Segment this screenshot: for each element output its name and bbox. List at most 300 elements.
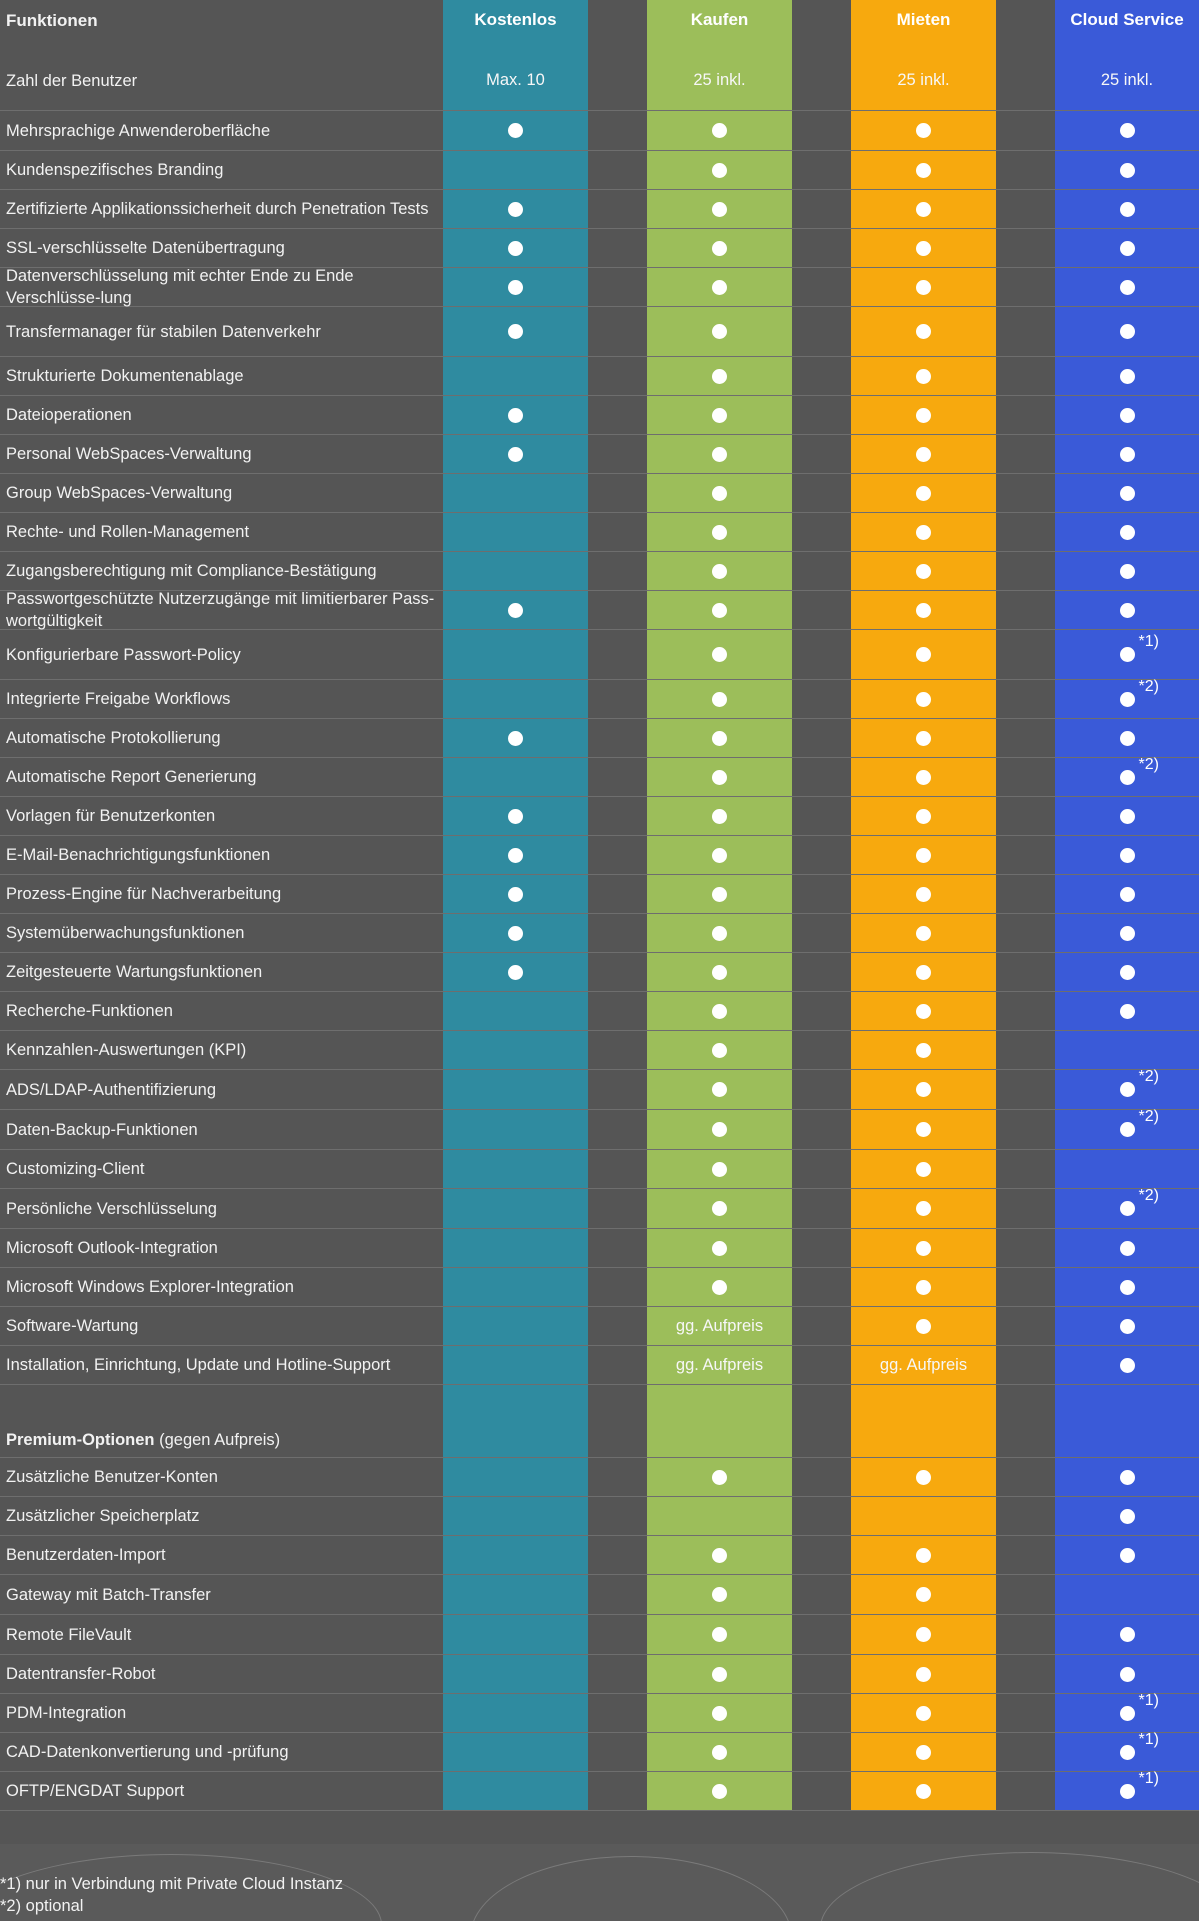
table-cell — [851, 1655, 996, 1693]
included-dot-icon — [916, 1627, 931, 1642]
feature-label: CAD-Datenkonvertierung und -prüfung — [6, 1743, 289, 1761]
footnote-1: *1) nur in Verbindung mit Private Cloud Instanz — [0, 1875, 344, 1893]
included-dot-icon — [1120, 1470, 1135, 1485]
table-cell — [443, 1694, 588, 1732]
included-dot-icon — [916, 770, 931, 785]
included-dot-icon — [916, 123, 931, 138]
table-cell — [443, 797, 588, 835]
table-cell — [647, 190, 792, 228]
included-dot-icon — [712, 447, 727, 462]
included-dot-icon — [1120, 1691, 1159, 1721]
footnote-marker: *1) — [1138, 1769, 1159, 1787]
footnote-marker: *1) — [1138, 1730, 1159, 1748]
included-dot-icon — [712, 848, 727, 863]
table-cell — [443, 591, 588, 629]
included-dot-icon — [916, 241, 931, 256]
included-dot-icon — [508, 731, 523, 746]
table-cell — [1055, 435, 1199, 473]
included-dot-icon — [1120, 1319, 1135, 1334]
table-cell — [851, 1229, 996, 1267]
included-dot-icon — [712, 1784, 727, 1799]
table-cell — [647, 719, 792, 757]
included-dot-icon — [1120, 1068, 1159, 1097]
table-cell — [851, 1615, 996, 1654]
table-cell — [647, 513, 792, 551]
included-dot-icon — [916, 1162, 931, 1177]
included-dot-icon — [508, 926, 523, 941]
table-row — [0, 1150, 1199, 1189]
included-dot-icon — [916, 926, 931, 941]
included-dot-icon — [916, 486, 931, 501]
included-dot-icon — [916, 1667, 931, 1682]
included-dot-icon — [712, 1280, 727, 1295]
table-row — [0, 51, 1199, 111]
table-cell — [851, 190, 996, 228]
feature-label: Software-Wartung — [6, 1317, 139, 1335]
feature-label: Mehrsprachige Anwenderoberfläche — [6, 121, 271, 140]
table-cell — [1055, 229, 1199, 267]
table-cell — [647, 1385, 792, 1457]
included-dot-icon — [508, 123, 523, 138]
table-cell — [1055, 1385, 1199, 1457]
feature-label: Zeitgesteuerte Wartungsfunktionen — [6, 963, 263, 981]
included-dot-icon — [916, 731, 931, 746]
table-cell — [1055, 836, 1199, 874]
table-cell — [443, 1733, 588, 1771]
included-dot-icon — [1120, 755, 1159, 785]
table-row — [0, 914, 1199, 953]
feature-label: Zahl der Benutzer — [6, 71, 138, 90]
included-dot-icon — [1120, 1730, 1159, 1760]
table-cell — [851, 1150, 996, 1188]
table-cell — [647, 151, 792, 189]
included-dot-icon — [916, 1587, 931, 1602]
table-row — [0, 797, 1199, 836]
table-cell — [443, 1575, 588, 1614]
feature-label: Systemüberwachungsfunktionen — [6, 924, 245, 942]
table-cell — [647, 1307, 792, 1345]
included-dot-icon — [508, 408, 523, 423]
feature-label: Strukturierte Dokumentenablage — [6, 367, 244, 385]
table-cell — [851, 591, 996, 629]
feature-label: Automatische Report Generierung — [6, 768, 257, 786]
table-cell — [851, 1268, 996, 1306]
page-footer — [0, 1844, 1199, 1921]
included-dot-icon — [916, 809, 931, 824]
table-cell — [851, 680, 996, 718]
table-row — [0, 630, 1199, 680]
table-cell — [647, 1615, 792, 1654]
feature-label: Kennzahlen-Auswertungen (KPI) — [6, 1041, 247, 1059]
table-cell — [647, 591, 792, 629]
table-cell — [443, 51, 588, 110]
globe-decoration — [470, 1856, 792, 1921]
table-cell — [1055, 1307, 1199, 1345]
included-dot-icon — [916, 1470, 931, 1485]
table-row — [0, 474, 1199, 513]
table-cell — [443, 1385, 588, 1457]
table-cell — [1055, 396, 1199, 434]
premium-options-header — [0, 1385, 1199, 1458]
table-row — [0, 992, 1199, 1031]
table-cell — [851, 307, 996, 356]
table-cell — [851, 396, 996, 434]
table-row — [0, 1268, 1199, 1307]
included-dot-icon — [916, 1745, 931, 1760]
included-dot-icon — [712, 486, 727, 501]
table-cell — [647, 435, 792, 473]
table-cell — [851, 268, 996, 306]
table-cell — [647, 836, 792, 874]
feature-label: Integrierte Freigabe Workflows — [6, 690, 231, 708]
included-dot-icon — [1120, 1241, 1135, 1256]
table-cell — [443, 552, 588, 590]
included-dot-icon — [1120, 1769, 1159, 1799]
table-row — [0, 111, 1199, 151]
feature-label: PDM-Integration — [6, 1704, 127, 1722]
table-cell — [1055, 953, 1199, 991]
included-dot-icon — [712, 1745, 727, 1760]
table-cell — [1055, 1615, 1199, 1654]
table-row — [0, 435, 1199, 474]
table-row — [0, 229, 1199, 268]
feature-label: Microsoft Outlook-Integration — [6, 1239, 218, 1257]
table-cell — [647, 914, 792, 952]
table-row — [0, 1189, 1199, 1229]
table-cell — [443, 1772, 588, 1810]
table-cell — [443, 396, 588, 434]
included-dot-icon — [1120, 603, 1135, 618]
included-dot-icon — [916, 1784, 931, 1799]
table-cell — [851, 1307, 996, 1345]
table-cell — [443, 513, 588, 551]
table-cell — [1055, 1497, 1199, 1535]
premium-options-title — [6, 1385, 436, 1457]
included-dot-icon — [712, 163, 727, 178]
table-row — [0, 1730, 1199, 1772]
table-cell — [851, 552, 996, 590]
feature-label: Recherche-Funktionen — [6, 1002, 173, 1020]
table-cell — [851, 1694, 996, 1732]
feature-label: Gateway mit Batch-Transfer — [6, 1585, 211, 1604]
table-cell — [647, 1110, 792, 1149]
included-dot-icon — [712, 1706, 727, 1721]
table-cell — [443, 758, 588, 796]
included-dot-icon — [916, 1280, 931, 1295]
included-dot-icon — [1120, 1509, 1135, 1524]
table-cell — [851, 435, 996, 473]
included-dot-icon — [712, 1004, 727, 1019]
feature-label: Microsoft Windows Explorer-Integration — [6, 1278, 294, 1296]
table-cell — [443, 474, 588, 512]
included-dot-icon — [712, 1241, 727, 1256]
table-cell — [1055, 1575, 1199, 1614]
included-dot-icon — [916, 887, 931, 902]
table-cell — [851, 1536, 996, 1574]
table-cell — [647, 307, 792, 356]
feature-label: Datentransfer-Robot — [6, 1665, 156, 1683]
included-dot-icon — [712, 770, 727, 785]
table-row — [0, 268, 1199, 307]
feature-label: Transfermanager für stabilen Datenverkehr — [6, 322, 321, 341]
table-cell — [443, 1189, 588, 1228]
included-dot-icon — [712, 1082, 727, 1097]
table-cell — [1055, 797, 1199, 835]
table-cell — [1055, 1730, 1199, 1771]
included-dot-icon — [712, 123, 727, 138]
included-dot-icon — [508, 241, 523, 256]
table-cell — [1055, 51, 1199, 110]
included-dot-icon — [712, 324, 727, 339]
table-cell — [443, 1110, 588, 1149]
included-dot-icon — [1120, 447, 1135, 462]
included-dot-icon — [1120, 486, 1135, 501]
table-cell — [443, 1229, 588, 1267]
included-dot-icon — [1120, 926, 1135, 941]
cell-value: 25 inkl. — [897, 71, 950, 89]
included-dot-icon — [1120, 525, 1135, 540]
table-cell — [851, 1346, 996, 1384]
table-cell — [851, 1110, 996, 1149]
included-dot-icon — [1120, 1004, 1135, 1019]
table-cell — [647, 357, 792, 395]
table-cell — [443, 836, 588, 874]
footnote-marker: *2) — [1138, 1187, 1159, 1204]
table-cell — [443, 875, 588, 913]
table-cell — [647, 1346, 792, 1384]
table-row — [0, 1070, 1199, 1110]
table-cell — [443, 1268, 588, 1306]
included-dot-icon — [916, 848, 931, 863]
table-cell — [1055, 111, 1199, 150]
table-cell — [647, 680, 792, 718]
included-dot-icon — [916, 1241, 931, 1256]
included-dot-icon — [916, 202, 931, 217]
table-cell — [1055, 190, 1199, 228]
feature-label: Zugangsberechtigung mit Compliance-Bestätigung — [6, 562, 377, 580]
included-dot-icon — [1120, 887, 1135, 902]
table-cell — [443, 111, 588, 150]
feature-label: SSL-verschlüsselte Datenübertragung — [6, 239, 285, 257]
cell-value: 25 inkl. — [1100, 71, 1154, 89]
table-cell — [1055, 1031, 1199, 1069]
table-cell — [647, 953, 792, 991]
table-cell — [443, 268, 588, 306]
included-dot-icon — [916, 525, 931, 540]
table-cell — [1055, 755, 1199, 796]
table-row — [0, 591, 1199, 630]
table-row — [0, 307, 1199, 357]
table-cell — [851, 1772, 996, 1810]
table-row — [0, 836, 1199, 875]
table-cell — [647, 1458, 792, 1496]
included-dot-icon — [1120, 1108, 1159, 1137]
included-dot-icon — [508, 887, 523, 902]
table-cell — [647, 1031, 792, 1069]
table-cell — [851, 357, 996, 395]
cell-value: Max. 10 — [486, 71, 545, 89]
table-cell — [647, 1229, 792, 1267]
table-cell — [443, 307, 588, 356]
feature-label: OFTP/ENGDAT Support — [6, 1782, 185, 1800]
table-cell — [851, 719, 996, 757]
included-dot-icon — [712, 692, 727, 707]
table-cell — [647, 1536, 792, 1574]
included-dot-icon — [916, 564, 931, 579]
included-dot-icon — [1120, 408, 1135, 423]
table-cell — [851, 1385, 996, 1457]
table-cell — [1055, 513, 1199, 551]
included-dot-icon — [916, 280, 931, 295]
table-cell — [647, 797, 792, 835]
included-dot-icon — [508, 965, 523, 980]
table-cell — [851, 797, 996, 835]
table-cell — [443, 1031, 588, 1069]
table-cell — [1055, 1655, 1199, 1693]
table-cell — [443, 1615, 588, 1654]
table-header-row — [0, 0, 1199, 51]
table-cell — [443, 1070, 588, 1109]
table-cell — [851, 914, 996, 952]
table-cell — [851, 836, 996, 874]
feature-label: Dateioperationen — [6, 406, 132, 424]
table-cell — [647, 268, 792, 306]
included-dot-icon — [916, 324, 931, 339]
column-header-2: Kaufen — [647, 0, 792, 51]
feature-label: Zusätzlicher Speicherplatz — [6, 1507, 200, 1525]
feature-label: ADS/LDAP-Authentifizierung — [6, 1080, 217, 1099]
table-cell — [443, 953, 588, 991]
included-dot-icon — [1120, 1280, 1135, 1295]
table-cell — [1055, 914, 1199, 952]
table-row — [0, 1497, 1199, 1536]
table-cell — [1055, 1536, 1199, 1574]
feature-label: Customizing-Client — [6, 1160, 145, 1178]
table-cell — [1055, 719, 1199, 757]
table-cell — [1055, 1150, 1199, 1188]
included-dot-icon — [712, 241, 727, 256]
included-dot-icon — [916, 603, 931, 618]
table-cell — [647, 630, 792, 679]
included-dot-icon — [916, 1706, 931, 1721]
column-header-4: Cloud Service — [1055, 0, 1199, 51]
table-cell — [647, 552, 792, 590]
table-cell — [443, 1497, 588, 1535]
included-dot-icon — [916, 1201, 931, 1216]
feature-label: Prozess-Engine für Nachverarbeitung — [6, 885, 282, 903]
table-cell — [443, 1458, 588, 1496]
included-dot-icon — [712, 1162, 727, 1177]
feature-label: Kundenspezifisches Branding — [6, 161, 224, 179]
included-dot-icon — [1120, 241, 1135, 256]
footnote-marker: *2) — [1138, 755, 1159, 773]
included-dot-icon — [712, 1548, 727, 1563]
feature-label: Personal WebSpaces-Verwaltung — [6, 445, 252, 463]
table-cell — [851, 1458, 996, 1496]
table-row — [0, 357, 1199, 396]
features-column-header: Funktionen — [6, 11, 98, 30]
table-row — [0, 1615, 1199, 1655]
included-dot-icon — [712, 1043, 727, 1058]
included-dot-icon — [712, 603, 727, 618]
included-dot-icon — [1120, 202, 1135, 217]
table-cell — [647, 1497, 792, 1535]
footnote-marker: *1) — [1138, 1691, 1159, 1709]
footnote-2: *2) optional — [0, 1897, 84, 1915]
table-cell — [443, 1346, 588, 1384]
included-dot-icon — [712, 1667, 727, 1682]
table-cell — [647, 1575, 792, 1614]
feature-label: Vorlagen für Benutzerkonten — [6, 807, 216, 825]
column-header-1: Kostenlos — [443, 0, 588, 51]
table-cell — [647, 1189, 792, 1228]
included-dot-icon — [508, 809, 523, 824]
feature-label: Daten-Backup-Funktionen — [6, 1120, 198, 1139]
included-dot-icon — [916, 1122, 931, 1137]
table-cell — [1055, 591, 1199, 629]
table-row — [0, 875, 1199, 914]
table-cell — [851, 1575, 996, 1614]
table-row — [0, 552, 1199, 591]
feature-label: Persönliche Verschlüsselung — [6, 1199, 217, 1218]
table-cell — [1055, 474, 1199, 512]
feature-label: Group WebSpaces-Verwaltung — [6, 484, 233, 502]
table-cell — [851, 1497, 996, 1535]
included-dot-icon — [712, 1470, 727, 1485]
table-cell — [443, 190, 588, 228]
table-row — [0, 953, 1199, 992]
included-dot-icon — [712, 525, 727, 540]
included-dot-icon — [712, 1627, 727, 1642]
footnote-marker: *1) — [1138, 633, 1159, 650]
included-dot-icon — [916, 163, 931, 178]
table-cell — [647, 229, 792, 267]
globe-decoration — [820, 1852, 1199, 1921]
table-row — [0, 1575, 1199, 1615]
feature-label: E-Mail-Benachrichtigungsfunktionen — [6, 846, 271, 864]
included-dot-icon — [916, 1043, 931, 1058]
included-dot-icon — [1120, 677, 1159, 707]
feature-label: Automatische Protokollierung — [6, 729, 221, 747]
included-dot-icon — [1120, 1627, 1135, 1642]
included-dot-icon — [1120, 848, 1135, 863]
feature-label: Datenverschlüsselung mit echter Ende zu Ende Verschlüsse-lung — [6, 267, 354, 307]
table-cell — [851, 111, 996, 150]
table-cell — [443, 1307, 588, 1345]
table-row — [0, 151, 1199, 190]
feature-label: Rechte- und Rollen-Management — [6, 523, 250, 541]
table-cell — [1055, 151, 1199, 189]
table-cell — [851, 1189, 996, 1228]
table-row — [0, 755, 1199, 797]
table-cell — [443, 435, 588, 473]
table-cell — [647, 1655, 792, 1693]
table-cell — [443, 1536, 588, 1574]
table-cell — [443, 151, 588, 189]
table-row — [0, 1458, 1199, 1497]
included-dot-icon — [1120, 1187, 1159, 1216]
included-dot-icon — [916, 1004, 931, 1019]
table-cell — [647, 51, 792, 110]
included-dot-icon — [916, 1319, 931, 1334]
table-cell — [851, 1070, 996, 1109]
table-cell — [443, 719, 588, 757]
included-dot-icon — [508, 603, 523, 618]
table-cell — [1055, 357, 1199, 395]
table-cell — [647, 1694, 792, 1732]
table-cell — [851, 151, 996, 189]
premium-title-rest: (gegen Aufpreis) — [154, 1431, 281, 1449]
